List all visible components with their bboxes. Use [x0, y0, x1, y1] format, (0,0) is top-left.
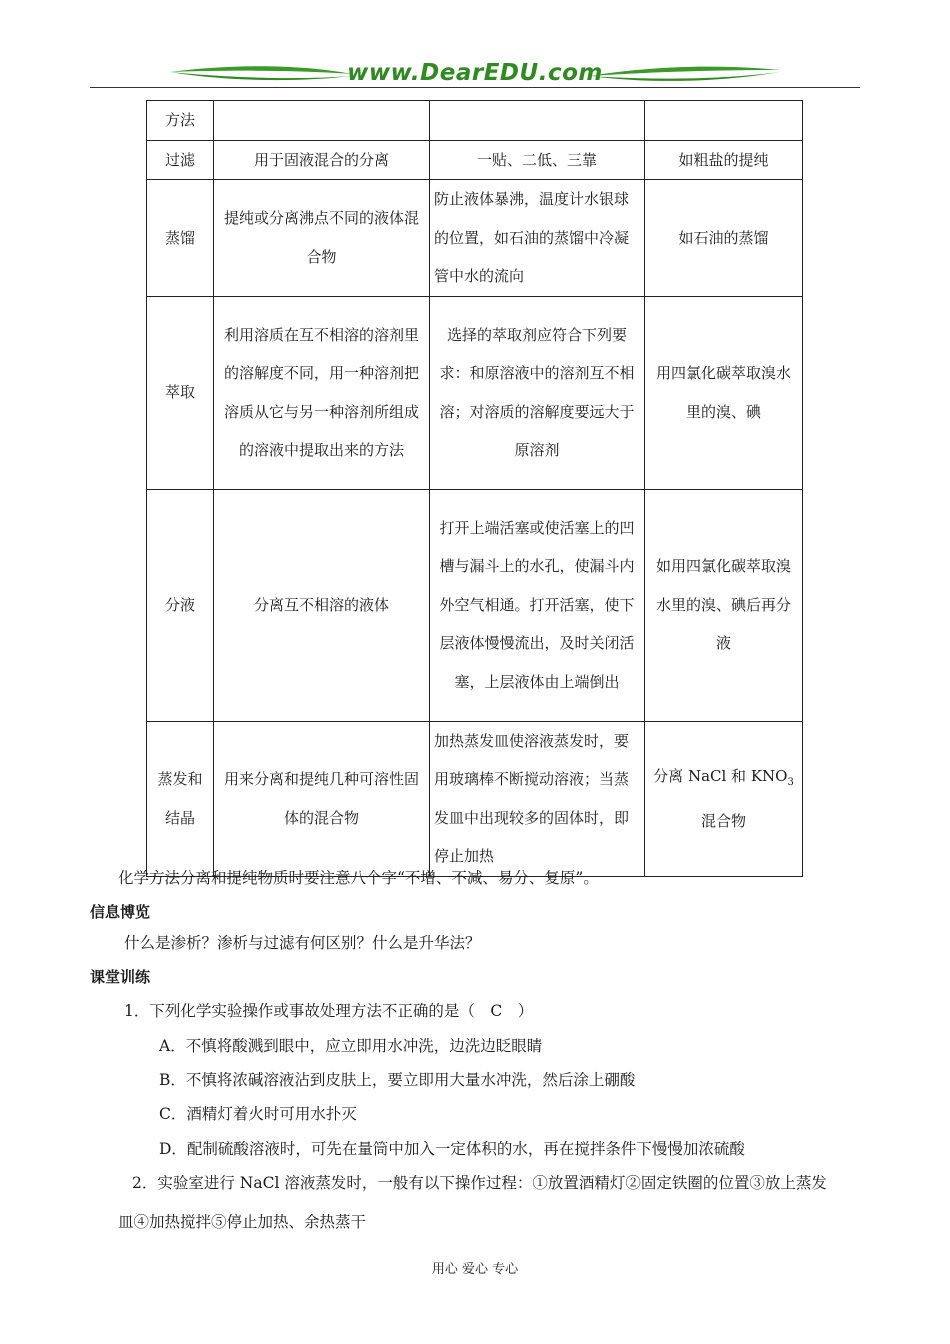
example-text-tail: 混合物: [700, 812, 746, 830]
notes-cell: 一贴、二低、三靠: [430, 140, 645, 180]
section-title-info: 信息博览: [90, 903, 151, 921]
info-question: 什么是渗析？渗析与过滤有何区别？什么是升华法？: [124, 934, 481, 952]
method-cell: 过滤: [147, 140, 214, 180]
table-row: [147, 101, 803, 141]
q1-stem: 1．下列化学实验操作或事故处理方法不正确的是（ C ）: [124, 1002, 534, 1020]
site-header: [90, 58, 860, 90]
section-title-practice: 课堂训练: [90, 968, 151, 986]
page-footer: 用心 爱心 专心: [431, 1262, 519, 1277]
q1-option-d: D．配制硫酸溶液时，可先在量筒中加入一定体积的水，再在搅拌条件下慢慢加浓硫酸: [159, 1140, 745, 1158]
notes-cell: [430, 101, 645, 141]
q2-line-1: 2．实验室进行 NaCl 溶液蒸发时，一般有以下操作过程：①放置酒精灯②固定铁圈的位置③放上蒸发: [132, 1174, 827, 1192]
table-row: [147, 140, 803, 180]
method-cell: 蒸馏: [147, 180, 214, 297]
header-divider: [90, 87, 860, 88]
chemical-method-note: 化学方法分离和提纯物质时要注意八个字“不增、不减、易分、复原”。: [118, 869, 599, 887]
notes-cell: 打开上端活塞或使活塞上的凹槽与漏斗上的水孔，使漏斗内外空气相通。打开活塞，使下层液体慢慢流出，及时关闭活塞，上层液体由上端倒出: [430, 489, 645, 721]
method-cell: 分液: [147, 489, 214, 721]
notes-cell: 选择的萃取剂应符合下列要求：和原溶液中的溶剂互不相溶；对溶质的溶解度要远大于原溶剂: [430, 296, 645, 489]
subscript-3: 3: [787, 776, 794, 788]
use-cell: 用来分离和提纯几种可溶性固体的混合物: [214, 721, 430, 876]
example-cell: 如石油的蒸馏: [645, 180, 803, 297]
site-url[interactable]: www.DearEDU.com: [347, 60, 603, 86]
table-row: [147, 180, 803, 297]
use-cell: [214, 101, 430, 141]
q1-option-c: C．酒精灯着火时可用水扑灭: [159, 1105, 357, 1123]
q1-option-b: B．不慎将浓碱溶液沾到皮肤上，要立即用大量水冲洗，然后涂上硼酸: [159, 1071, 636, 1089]
use-cell: 用于固液混合的分离: [214, 140, 430, 180]
q1-option-a: A．不慎将酸溅到眼中，应立即用水冲洗，边洗边眨眼睛: [159, 1037, 543, 1055]
example-text: 分离 NaCl 和 KNO: [653, 766, 788, 785]
table-row: [147, 721, 803, 876]
example-cell: [645, 101, 803, 141]
use-cell: 提纯或分离沸点不同的液体混合物: [214, 180, 430, 297]
use-cell: 分离互不相溶的液体: [214, 489, 430, 721]
example-cell: [645, 721, 803, 876]
example-cell: 用四氯化碳萃取溴水里的溴、碘: [645, 296, 803, 489]
notes-cell: 加热蒸发皿使溶液蒸发时，要用玻璃棒不断搅动溶液；当蒸发皿中出现较多的固体时，即停止加热: [430, 721, 645, 876]
q2-line-2: 皿④加热搅拌⑤停止加热、余热蒸干: [118, 1213, 367, 1231]
notes-cell: 防止液体暴沸，温度计水银球的位置，如石油的蒸馏中冷凝管中水的流向: [430, 180, 645, 297]
method-cell: 方法: [147, 101, 214, 141]
use-cell: 利用溶质在互不相溶的溶剂里的溶解度不同，用一种溶剂把溶质从它与另一种溶剂所组成的溶液中提取出来的方法: [214, 296, 430, 489]
example-cell: 如粗盐的提纯: [645, 140, 803, 180]
table-row: [147, 489, 803, 721]
example-cell: 如用四氯化碳萃取溴水里的溴、碘后再分液: [645, 489, 803, 721]
table-row: [147, 296, 803, 489]
separation-methods-table: [146, 100, 803, 877]
method-cell: 蒸发和结晶: [147, 721, 214, 876]
method-cell: 萃取: [147, 296, 214, 489]
